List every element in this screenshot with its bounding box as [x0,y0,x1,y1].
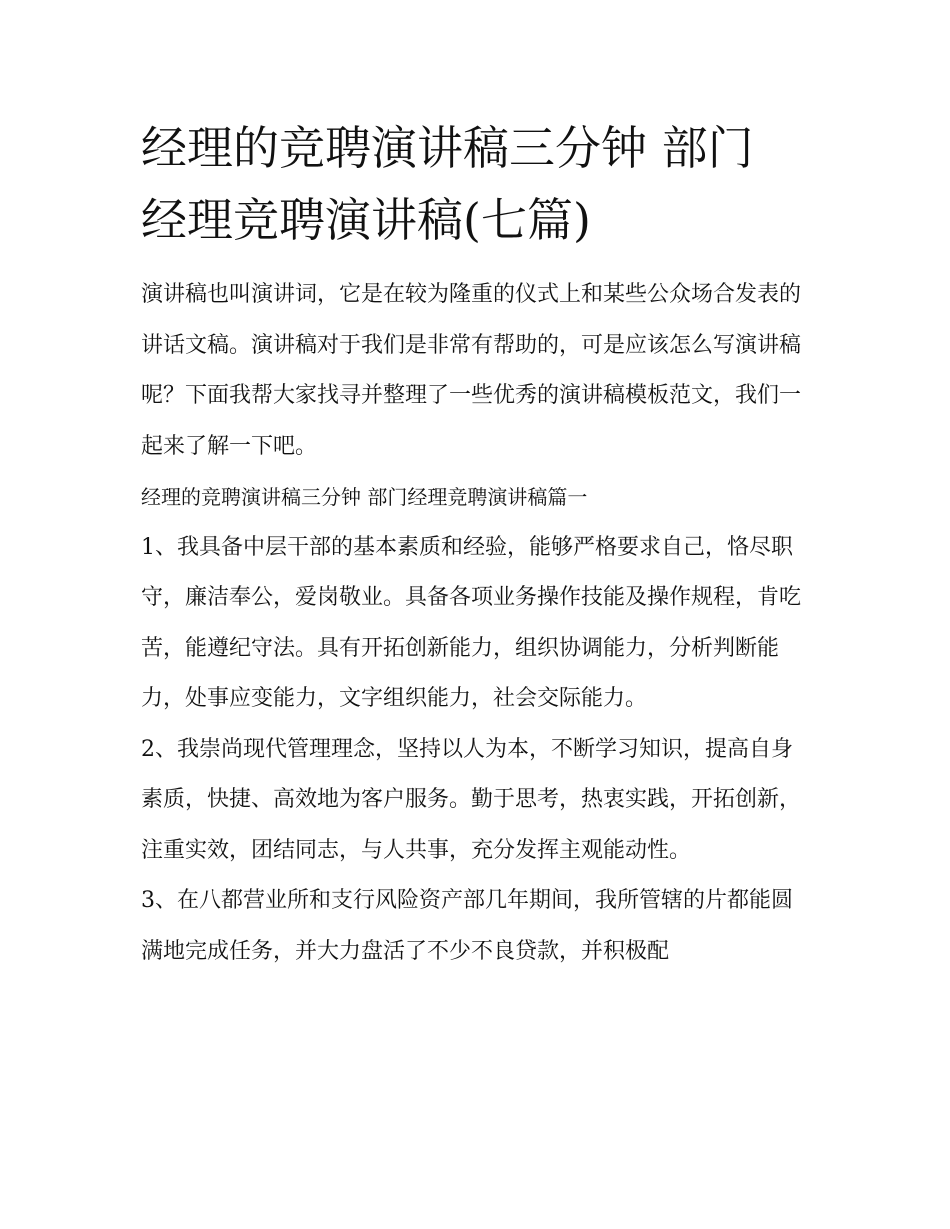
body-paragraph-3: 3、在八都营业所和支行风险资产部几年期间，我所管辖的片都能圆满地完成任务，并大力盘活了不少不良贷款，并积极配 [141,888,793,964]
document-title-line-1: 经理的竞聘演讲稿三分钟 部门 [141,121,754,175]
document-title-line-2: 经理竞聘演讲稿(七篇) [141,193,591,247]
section-heading: 经理的竞聘演讲稿三分钟 部门经理竞聘演讲稿篇一 [141,485,588,509]
intro-paragraph: 演讲稿也叫演讲词，它是在较为隆重的仪式上和某些公众场合发表的讲话文稿。演讲稿对于我们是非常有帮助的，可是应该怎么写演讲稿呢？下面我帮大家找寻并整理了一些优秀的演讲稿模板范文，我们一起来了解一下吧。 [141,282,802,459]
document-title [141,112,813,256]
document-body [141,112,813,977]
body-paragraph-2: 2、我崇尚现代管理理念，坚持以人为本，不断学习知识，提高自身素质，快捷、高效地为客户服务。勤于思考，热衷实践，开拓创新，注重实效，团结同志，与人共事，充分发挥主观能动性。 [141,736,802,863]
body-paragraph-1: 1、我具备中层干部的基本素质和经验，能够严格要求自己，恪尽职守，廉洁奉公，爱岗敬业。具备各项业务操作技能及操作规程，肯吃苦，能遵纪守法。具有开拓创新能力，组织协调能力，分析判断能力，处事应变能力，文字组织能力，社会交际能力。 [141,534,802,711]
